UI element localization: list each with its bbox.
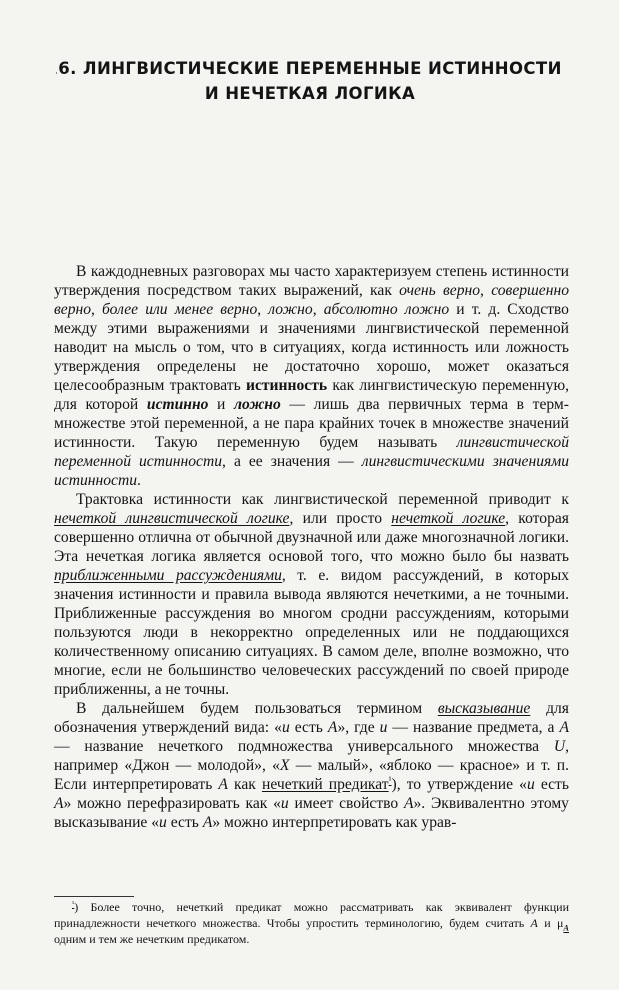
text-run: , или просто: [289, 510, 392, 527]
text-run: A: [559, 719, 570, 736]
footnote: [54, 899, 569, 947]
text-run: одним и тем же нечетким предикатом.: [54, 932, 250, 946]
text-run: u: [281, 719, 290, 736]
text-run: истинно: [146, 396, 209, 413]
text-run: A: [563, 923, 569, 933]
text-run: ,: [91, 301, 103, 318]
text-run: , например «Джон — молодой», «: [54, 738, 569, 774]
footnote-divider: [54, 896, 134, 897]
text-run: », где: [337, 719, 380, 736]
text-run: — малый», «яблоко — красное» и т. п. Если интерпретировать: [54, 757, 569, 793]
text-run: — название предмета, а: [387, 719, 560, 736]
text-run: лингвистической переменной истинности: [54, 434, 569, 470]
text-run: абсолютно ложно: [323, 301, 450, 318]
text-run: нечеткой логике: [391, 510, 506, 527]
text-run: , которая совершенно отлична от обычной двузначной или даже многозначной логики. Эта нечеткая логика является основой того, что можно было бы назвать: [54, 510, 569, 565]
text-run: U: [553, 738, 566, 755]
section-heading-line-1: 6. ЛИНГВИСТИЧЕСКИЕ ПЕРЕМЕННЫЕ ИСТИННОСТИ: [58, 59, 562, 78]
text-run: u: [379, 719, 388, 736]
text-run: A: [327, 719, 338, 736]
text-run: как: [227, 776, 262, 793]
text-run: нечеткой лингвистической логике: [54, 510, 290, 527]
text-run: u: [526, 776, 535, 793]
text-run: ». Эквивалентно этому высказывание «: [54, 795, 569, 831]
text-run: имеет свойство: [288, 795, 404, 812]
text-run: очень верно: [399, 282, 481, 299]
text-run: A: [202, 814, 213, 831]
text-run: — название нечеткого подмножества универсального множества: [54, 738, 554, 755]
text-run: есть: [166, 814, 203, 831]
text-run: , т. е. видом рассуждений, в которых значения истинности и правила вывода являются нечеткими, а не точными. Приближенные рассуждения во многом сродни рассуждениям, которыми пользуются люди в некорректно определенных или не поддающихся количественному описанию ситуациях. В самом деле, вполне возможно, что многие, если не большинство человеческих рассуждений по своей природе приближенны, а не точны.: [54, 567, 569, 698]
text-run: и: [208, 396, 235, 413]
text-run: нечеткий предикат: [261, 776, 389, 793]
section-heading: [40, 56, 580, 106]
text-run: ,: [257, 301, 269, 318]
text-run: A: [218, 776, 228, 793]
text-run: совершенно верно: [54, 282, 569, 318]
text-run: более или менее верно: [102, 301, 258, 318]
text-run: ), то утверждение «: [391, 776, 527, 793]
paragraph: [54, 262, 569, 490]
text-run: и μ: [537, 916, 564, 930]
text-run: лингвистическими значениями истинности: [54, 453, 569, 489]
text-run: ,: [480, 282, 492, 299]
text-run: и т. д. Сходство между этими выражениями и значениями лингвистической переменной наводит на мысль о том, что в ситуациях, когда истинность или ложность утверждения определены не достаточно хорошо, может оказаться целесообразным трактовать: [54, 301, 569, 394]
text-run: ¹: [388, 774, 392, 786]
text-run: — лишь два первичных терма в терм-множестве этой переменной, а не пара крайних точек в множестве значений истинности. Такую переменную будем называть: [54, 396, 569, 451]
text-run: В каждодневных разговорах мы часто характеризуем степень истинности утверждения посредством таких выражений, как: [54, 263, 569, 299]
text-run: u: [159, 814, 167, 831]
text-run: A: [54, 795, 64, 812]
text-run: как лингвистическую переменную, для которой: [54, 377, 569, 413]
footnote-text: [54, 899, 569, 947]
text-run: есть: [534, 776, 569, 793]
text-run: ложно: [268, 301, 313, 318]
text-run: A: [403, 795, 414, 812]
text-run: ,: [312, 301, 324, 318]
text-run: для обозначения утверждений вида: «: [54, 700, 569, 736]
paragraph: [54, 699, 569, 832]
text-run: Трактовка истинности как лингвистической переменной приводит к: [76, 491, 569, 508]
paragraph: [54, 490, 569, 699]
text-run: , а ее значения —: [222, 453, 362, 470]
text-run: u: [280, 795, 289, 812]
body-text: [54, 262, 569, 832]
text-run: ) Более точно, нечеткий предикат можно рассматривать как эквивалент функции принадлежности нечеткого множества. Чтобы упростить терминологию, будем считать: [54, 900, 569, 930]
section-heading-line-2: И НЕЧЕТКАЯ ЛОГИКА: [204, 84, 416, 103]
text-run: есть: [289, 719, 328, 736]
text-run: В дальнейшем будем пользоваться термином: [76, 700, 438, 717]
text-run: истинность: [245, 377, 328, 394]
text-run: X: [279, 757, 290, 774]
text-run: .: [137, 472, 141, 489]
text-run: A: [530, 916, 538, 930]
text-run: ¹: [72, 899, 75, 908]
text-run: высказывание: [437, 700, 531, 717]
text-run: » можно перефразировать как «: [63, 795, 281, 812]
text-run: ложно: [234, 396, 281, 413]
text-run: приближенными рассуждениями: [54, 567, 282, 584]
text-run: » можно интерпретировать как урав-: [212, 814, 457, 831]
